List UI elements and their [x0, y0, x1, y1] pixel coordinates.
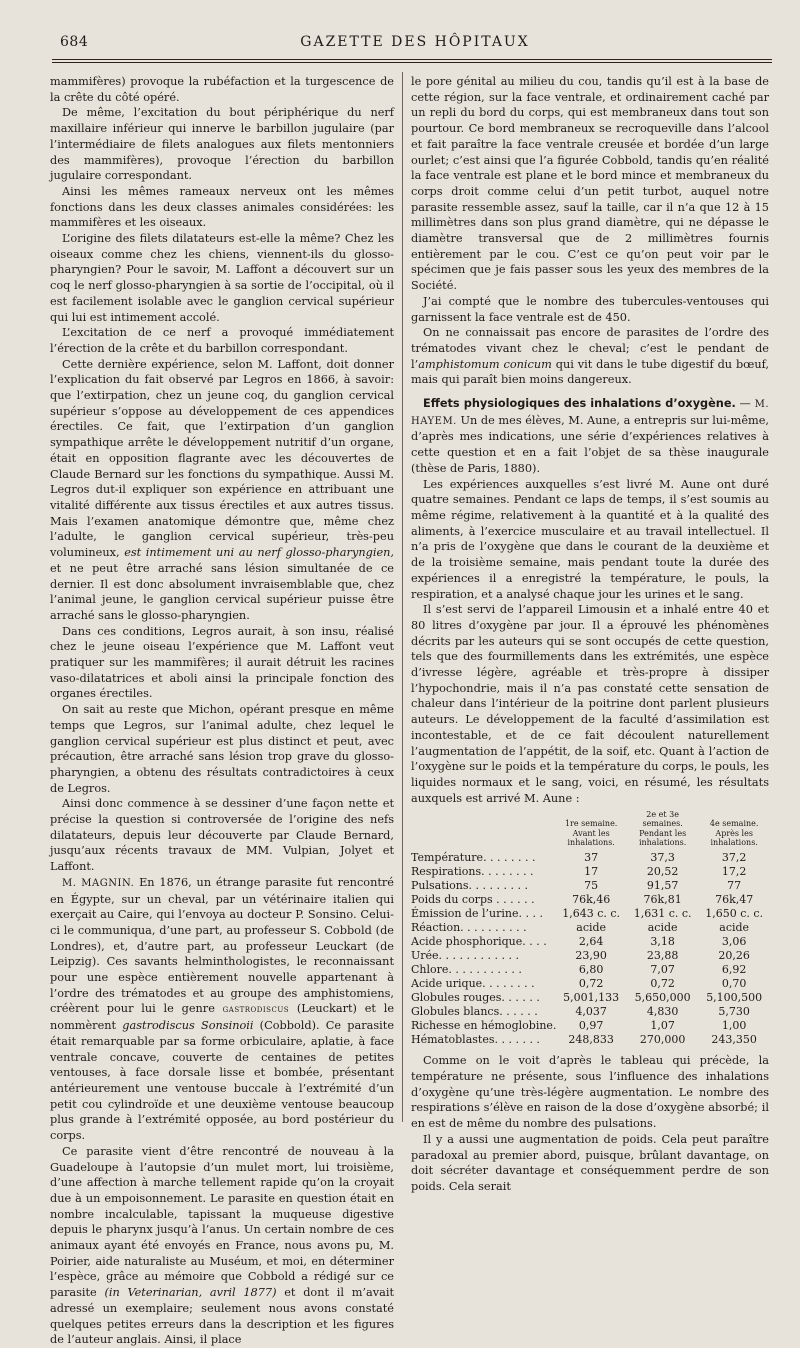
row-label: Température. . . . . . . . — [411, 851, 536, 865]
cell-during: 23,88 — [646, 949, 679, 963]
cell-after: 77 — [727, 879, 742, 893]
cell-during: 5,650,000 — [634, 991, 691, 1005]
italic-phrase: amphistomum conicum — [418, 357, 552, 371]
paragraph-text: En 1876, un étrange parasite fut rencontré en Égypte, sur un cheval, par un vétérinaire italien qui exerçait au Caire, qui l’envoya au docteur P. Sonsino. Celui-ci le communiqua, d’une part, au professeur S. Cobbold (de Londres), et, d’autre part, au professeur Leuckart (de Leipzig). Ces savants helminthologistes, le reconnaissant pour une espèce entièrement nouvelle appartenant à l’ordre des trématodes et au groupe des amphistomiens, créèrent pour lui le genre — [50, 875, 394, 1016]
header-rule-top — [52, 59, 772, 60]
cell-during: 91,57 — [646, 879, 679, 893]
paragraph-text: On ne connaissait pas encore de parasites de l’ordre des trématodes vivant chez le cheval; c’est le pendant de l’ — [411, 326, 769, 371]
cell-during: 0,72 — [650, 977, 675, 991]
row-label: Richesse en hémoglobine. — [411, 1019, 557, 1033]
row-label: Réaction. . . . . . . . . . — [411, 921, 527, 935]
cell-during: 37,3 — [650, 851, 675, 865]
cell-after: 0,70 — [721, 977, 747, 991]
table-header-row — [411, 810, 769, 829]
cell-before: 76k,46 — [572, 893, 611, 907]
table-row — [411, 893, 769, 907]
table-row — [411, 851, 769, 865]
cell-after: acide — [719, 921, 750, 935]
section-heading-paragraph — [411, 396, 769, 477]
table-row — [411, 963, 769, 977]
cell-before: 248,833 — [568, 1033, 614, 1047]
paragraph: le pore génital au milieu du cou, tandis qu’il est à la base de cette région, sur la face ventrale, et ordinairement caché par un repli du bord du corps, qui est membraneux dans tout son pourtour. Ce bord membraneux se recroqueville dans l’alcool et fait paraître la face ventrale creusée et bordée d’un large ourlet; c’est ainsi que l’a figurée Cobbold, tandis qu’en réalité la face ventrale est plane et le bord mince et membraneux du corps droit comme celui d’un petit turbot, auquel notre parasite ressemble assez, sauf la taille, car il n’a que 12 à 15 millimètres dans son plus grand diamètre, qui ne dépasse le diamètre transversal que de 2 millimètres fournis entièrement par le cou. C’est ce qu’on peut voir par le spécimen que je fais passer sous les yeux des membres de la Société. — [411, 75, 769, 293]
paragraph: J’ai compté que le nombre des tubercules-ventouses qui garnissent la face ventrale est de 450. — [411, 294, 769, 324]
paragraph — [50, 1144, 394, 1348]
cell-during: acide — [647, 921, 678, 935]
cell-before: 2,64 — [578, 935, 604, 949]
section-title: Effets physiologiques des inhalations d’oxygène. — [423, 397, 736, 411]
cell-during: 3,18 — [650, 935, 675, 949]
table-row — [411, 879, 769, 893]
cell-after: 17,2 — [721, 865, 747, 879]
column-header: 2e et 3e semaines. — [642, 810, 683, 829]
magnin-paragraph — [50, 875, 394, 1144]
paragraph-text: Un de mes élèves, M. Aune, a entrepris sur lui-même, d’après mes indications, une série d’expériences relatives à cette question et en a fait l’objet de sa thèse inaugurale (thèse de Paris, 1880). — [411, 413, 770, 475]
cell-before: 23,90 — [575, 949, 607, 963]
paragraph: L’excitation de ce nerf a provoqué immédiatement l’érection de la crête et du barbillon correspondant. — [50, 326, 394, 355]
page-number: 684 — [60, 34, 89, 50]
row-label: Pulsations. . . . . . . . . — [411, 879, 528, 893]
row-label: Poids du corps . . . . . . — [411, 893, 535, 907]
paragraph-text: Cette dernière expérience, selon M. Laffont, doit donner l’explication du fait observé par Legros en 1866, à savoir: que l’extirpation, chez un jeune coq, du ganglion cervical supérieur s’oppose au développement de ces appendices érectiles. Ce fait, que l’extirpation d’un ganglion sympathique arrête le développement nutritif d’un organe, était en opposition flagrante avec les découvertes de Claude Bernard sur les fonctions du sympathique. Aussi M. Legros dut-il expliquer son expérience en attribuant une vitalité différente aux tissus érectiles et aux autres tissus. Mais l’examen anatomique démontre que, même chez l’adulte, le ganglion cervical supérieur, très-peu volumineux, — [50, 357, 394, 560]
cell-after: 20,26 — [718, 949, 750, 963]
paragraph — [50, 357, 394, 624]
cell-during: 1,07 — [650, 1019, 675, 1033]
left-column — [50, 74, 394, 1348]
paragraph-text: (Cobbold). Ce parasite était remarquable par sa forme orbiculaire, aplatie, à face ventrale concave, couverte de centaines de petites ventouses, à face dorsale lisse et bombée, présentant antérieurement une ventouse buccale à l’extrémité d’un petit cou cylindroïde et une deuxième ventouse beaucoup plus grande à l’extrémité opposée, au bord postérieur du corps. — [50, 1019, 395, 1143]
italic-phrase: est intimement uni au nerf glosso-pharyngien, — [124, 546, 394, 560]
cell-after: 37,2 — [721, 851, 747, 865]
cell-after: 1,650 c. c. — [705, 907, 764, 921]
cell-before: 5,001,133 — [563, 991, 620, 1005]
cell-before: 6,80 — [578, 963, 604, 977]
dash: — — [739, 397, 751, 411]
paragraph-text: et dont il m’avait adressé un exemplaire; seulement nous avons constaté quelques petites erreurs dans la description et les figures de l’auteur anglais. Ainsi, il place — [50, 1286, 395, 1347]
cell-after: 5,730 — [718, 1005, 750, 1019]
table-row — [411, 907, 769, 921]
paragraph: Il y a aussi une augmentation de poids. Cela peut paraître paradoxal au premier abord, puisque, brûlant davantage, on doit sécréter davantage et conséquemment perdre de son poids. Cela serait — [411, 1132, 769, 1193]
paragraph — [411, 325, 769, 388]
cell-before: acide — [576, 921, 607, 935]
paragraph-text: (Leuckart) et le nommèrent — [50, 1002, 395, 1033]
table-row — [411, 1033, 769, 1047]
table-row — [411, 949, 769, 963]
header-rule-bottom — [52, 62, 772, 63]
column-header: 4e semaine. — [709, 819, 759, 829]
row-label: Émission de l’urine. . . . — [411, 907, 543, 921]
row-label: Respirations. . . . . . . . — [411, 865, 534, 879]
cell-before: 0,97 — [578, 1019, 604, 1033]
row-label: Globules blancs. . . . . . — [411, 1005, 538, 1019]
paragraph: Il s’est servi de l’appareil Limousin et a inhalé entre 40 et 80 litres d’oxygène par jour. Il a éprouvé les phénomènes décrits par les auteurs qui se sont occupés de cette question, tels que des fourmillements dans les extrémités, une espèce d’ivresse légère, agréable et très-propre à dissiper l’hypochondrie, mais il n’a pas constaté cette sensation de chaleur dans l’intérieur de la poitrine dont parlent plusieurs auteurs. Le développement de la faculté d’assimilation est incontestable, et de ce fait découlent naturellement l’augmentation de l’appétit, de la soif, etc. Quant à l’action de l’oxygène sur le poids et la température du corps, le pouls, les liquides normaux et le sang, voici, en résumé, les résultats auxquels est arrivé M. Aune : — [411, 603, 769, 805]
table-row — [411, 977, 769, 991]
cell-after: 243,350 — [711, 1033, 757, 1047]
row-label: Acide urique. . . . . . . . — [411, 977, 535, 991]
cell-during: 76k,81 — [643, 893, 682, 907]
page-header — [60, 34, 770, 56]
paragraph: L’origine des filets dilatateurs est-elle la même? Chez les oiseaux comme chez les chiens, viennent-ils du glosso-pharyngien? Pour le savoir, M. Laffont a découvert sur un coq le nerf glosso-pharyngien à sa sortie de l’occipital, où il est facilement isolable avec le ganglion cervical supérieur qui lui est intimement accolé. — [50, 232, 394, 324]
column-divider — [402, 72, 403, 1122]
table-row — [411, 921, 769, 935]
cell-during: 4,830 — [646, 1005, 679, 1019]
cell-after: 76k,47 — [715, 893, 754, 907]
journal-title: GAZETTE DES HÔPITAUX — [300, 34, 530, 50]
column-subheader: Avant les inhalations. — [567, 829, 615, 848]
cell-during: 20,52 — [646, 865, 679, 879]
table-body — [411, 851, 769, 1047]
reference: (in Veterinarian, avril 1877) — [104, 1286, 277, 1300]
cell-before: 17 — [584, 865, 599, 879]
table-subheader-row — [411, 829, 769, 851]
paragraph: Ainsi donc commence à se dessiner d’une façon nette et précise la question si controversée de l’origine des nefs dilatateurs, depuis leur découverte par Claude Bernard, jusqu’aux récents travaux de MM. Vulpian, Jolyet et Laffont. — [50, 797, 394, 874]
results-table — [411, 810, 769, 1047]
paragraph-text: et ne peut être arraché sans lésion simultanée de ce dernier. Il est donc absolument invraisemblable que, chez l’animal jeune, le ganglion cervical supérieur puisse être arraché sans le glosso-pharyngien. — [50, 561, 394, 622]
author-name: M. MAGNIN. — [62, 877, 135, 889]
paragraph: De même, l’excitation du bout périphérique du nerf maxillaire inférieur qui innerve le barbillon jugulaire (par l’intermédiaire de filets analogues aux filets mentonniers des mammifères), provoque l’érection du barbillon jugulaire correspondant. — [50, 106, 394, 183]
cell-after: 6,92 — [721, 963, 747, 977]
paragraph: Les expériences auxquelles s’est livré M. Aune ont duré quatre semaines. Pendant ce laps de temps, il s’est soumis au même régime, relativement à la quantité et à la qualité des aliments, à l’exercice musculaire et au travail intellectuel. Il n’a pris de l’oxygène que dans le courant de la deuxième et de la troisième semaine, mais pendant toute la durée des expériences il a enregistré la température, le pouls, la respiration, et a analysé chaque jour les urines et le sang. — [411, 477, 769, 601]
genus-name: gastrodiscus — [222, 1004, 290, 1016]
cell-before: 75 — [584, 879, 599, 893]
author-name: M. HAYEM. — [411, 399, 769, 427]
table-row — [411, 865, 769, 879]
column-header: 1re semaine. — [564, 819, 618, 829]
cell-during: 270,000 — [639, 1033, 686, 1047]
row-label: Acide phosphorique. . . . — [411, 935, 547, 949]
paragraph-text: Ce parasite vient d’être rencontré de nouveau à la Guadeloupe à l’autopsie d’un mulet mort, lui troisième, d’une affection à marche tellement rapide qu’on la croyait due à un empoisonnement. Le parasite en question était en nombre incalculable, tapissant la muqueuse digestive depuis le pharynx jusqu’à l’anus. Un certain nombre de ces animaux ayant été envoyés en France, nous avons pu, M. Poirier, aide naturaliste au Muséum, et moi, en déterminer l’espèce, grâce au mémoire que Cobbold a rédigé sur ce parasite — [50, 1144, 394, 1300]
row-label: Urée. . . . . . . . . . . . — [411, 949, 519, 963]
cell-during: 1,631 c. c. — [633, 907, 692, 921]
table-row — [411, 991, 769, 1005]
cell-after: 1,00 — [721, 1019, 747, 1033]
paragraph: Ainsi les mêmes rameaux nerveux ont les mêmes fonctions dans les deux classes animales considérées: les mammifères et les oiseaux. — [50, 184, 394, 230]
table-row — [411, 935, 769, 949]
cell-before: 37 — [584, 851, 599, 865]
row-label: Hématoblastes. . . . . . . — [411, 1033, 540, 1047]
column-subheader: Après les inhalations. — [710, 829, 758, 848]
row-label: Globules rouges. . . . . . — [411, 991, 540, 1005]
cell-before: 1,643 c. c. — [562, 907, 621, 921]
row-label: Chlore. . . . . . . . . . . — [411, 963, 522, 977]
cell-before: 0,72 — [578, 977, 604, 991]
paragraph-text: qui vit dans le tube digestif du bœuf, mais qui paraît bien moins dangereux. — [411, 357, 769, 387]
table-row — [411, 1005, 769, 1019]
species-name: gastrodiscus Sonsinoii — [122, 1019, 254, 1033]
paragraph: mammifères) provoque la rubéfaction et la turgescence de la crête du côté opéré. — [50, 75, 394, 104]
column-subheader: Pendant les inhalations. — [638, 829, 687, 848]
cell-after: 5,100,500 — [706, 991, 763, 1005]
paragraph: Comme on le voit d’après le tableau qui précède, la température ne présente, sous l’influence des inhalations d’oxygène qu’une très-légère augmentation. Le nombre des respirations s’élève en raison de la dose d’oxygène absorbé; il en est de même du nombre des pulsations. — [411, 1054, 769, 1131]
paragraph: Dans ces conditions, Legros aurait, à son insu, réalisé chez le jeune oiseau l’expérience que M. Laffont veut pratiquer sur les mammifères; il aurait détruit les racines vaso-dilatatrices et aboli ainsi la principale fonction des organes érectiles. — [50, 624, 394, 701]
cell-after: 3,06 — [721, 935, 747, 949]
paragraph: On sait au reste que Michon, opérant presque en même temps que Legros, sur l’animal adulte, chez lequel le ganglion cervical supérieur est plus distinct et peut, avec précaution, être arraché sans lésion trop grave du glosso-pharyngien, a obtenu des résultats contradictoires à ceux de Legros. — [50, 703, 394, 795]
table-row — [411, 1019, 769, 1033]
cell-before: 4,037 — [575, 1005, 607, 1019]
right-column — [411, 74, 769, 1195]
cell-during: 7,07 — [650, 963, 675, 977]
